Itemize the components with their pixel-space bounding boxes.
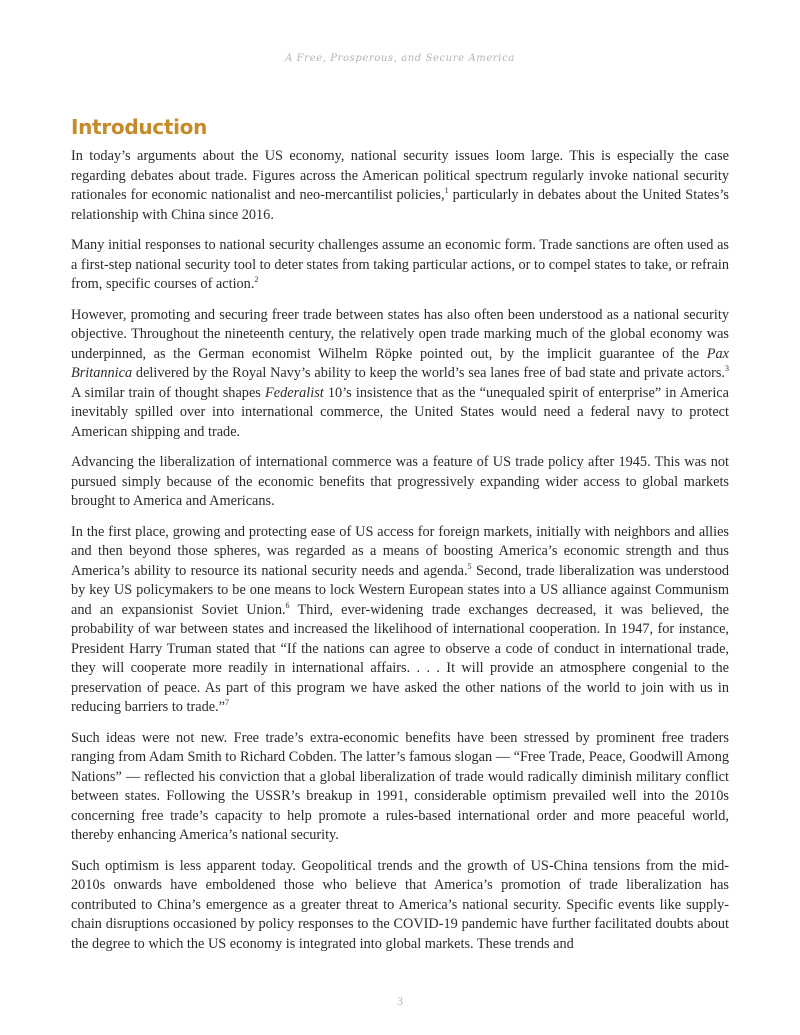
running-header: A Free, Prosperous, and Secure America	[285, 53, 515, 64]
text-run: Second, trade liberalization was understood by key US policymakers to be one means to lock Western European states into a US alliance against Communism and an expansionist Soviet Union.	[71, 562, 729, 618]
text-run: particularly in debates about the United States’s relationship with China since 2016.	[71, 187, 729, 223]
text-run: Advancing the liberalization of international commerce was a feature of US trade policy after 1945. This was not pursued simply because of the economic benefits that progressively expanding wider access to global markets brought to America and Americans.	[71, 454, 729, 509]
page-number: 3	[397, 994, 403, 1008]
paragraph-5	[71, 523, 729, 718]
text-run: In today’s arguments about the US economy, national security issues loom large. This is especially the case regarding debates about trade. Figures across the American political spectrum regularly invoke national security rationales for economic nationalist and neo-mercantilist policies,	[71, 148, 729, 203]
text-run: Many initial responses to national security challenges assume an economic form. Trade sanctions are often used as a first-step national security tool to deter states from taking particular actions, or to compel states to take, or refrain from, specific courses of action.	[71, 237, 729, 292]
footnote-ref[interactable]: 7	[225, 698, 230, 708]
italic-text: Federalist	[265, 384, 324, 401]
paragraph-2	[71, 236, 729, 295]
document-body	[71, 112, 729, 965]
text-run: A similar train of thought shapes	[71, 384, 265, 401]
text-run: In the first place, growing and protecting ease of US access for foreign markets, initially with neighbors and allies and then beyond those spheres, was regarded as a means of boosting America’s economic strength and thus America’s ability to resource its national security needs and agenda.	[71, 523, 729, 579]
paragraph-3	[71, 306, 729, 443]
footnote-ref[interactable]: 2	[254, 275, 259, 285]
text-run: However, promoting and securing freer trade between states has also often been understood as a national security objective. Throughout the nineteenth century, the relatively open trade marking much of the global economy was underpinned, as the German economist Wilhelm Röpke pointed out, by the implicit guarantee of the	[71, 306, 729, 362]
section-heading: Introduction	[71, 115, 208, 139]
text-run: Such ideas were not new. Free trade’s extra-economic benefits have been stressed by prominent free traders ranging from Adam Smith to Richard Cobden. The latter’s famous slogan — “Free Trade, Peace, Goodwill Among Nations” — reflected his conviction that a global liberalization of trade would radically diminish military conflict between states. Following the USSR’s breakup in 1991, considerable optimism prevailed well into the 2010s concerning free trade’s capacity to help promote a rules-based international order and more peaceful world, thereby enhancing America’s national security.	[71, 729, 729, 843]
italic-text: Pax Britannica	[71, 345, 729, 381]
footnote-ref[interactable]: 1	[444, 186, 449, 196]
text-run: delivered by the Royal Navy’s ability to keep the world’s sea lanes free of bad state and private actors.	[132, 365, 725, 381]
paragraph-1	[71, 147, 729, 225]
text-run: Third, ever-widening trade exchanges decreased, it was believed, the probability of war between states and increased the likelihood of international cooperation. In 1947, for instance, President Harry Truman stated that “If the nations can agree to observe a code of conduct in international trade, they will cooperate more readily in international affairs. . . . It will provide an atmosphere congenial to the preservation of peace. As part of this program we have asked the other nations of the world to join with us in reducing barriers to trade.”	[71, 601, 730, 715]
text-run: Such optimism is less apparent today. Geopolitical trends and the growth of US-China tensions from the mid-2010s onwards have emboldened those who believe that America’s promotion of trade liberalization has contributed to China’s emergence as a greater threat to America’s national security. Specific events like supply-chain disruptions occasioned by policy responses to the COVID-19 pandemic have further facilitated doubts about the degree to which the US economy is integrated into global markets. These trends and	[71, 857, 729, 952]
text-run: 10’s insistence that as the “unequaled spirit of enterprise” in America inevitably spilled over into international commerce, the United States would need a federal navy to protect American shipping and trade.	[71, 384, 729, 440]
paragraph-6	[71, 729, 729, 846]
footnote-ref[interactable]: 6	[285, 600, 290, 610]
paragraph-4	[71, 453, 729, 512]
footnote-ref[interactable]: 3	[725, 364, 729, 374]
paragraph-7	[71, 857, 729, 955]
footnote-ref[interactable]: 5	[467, 561, 472, 571]
